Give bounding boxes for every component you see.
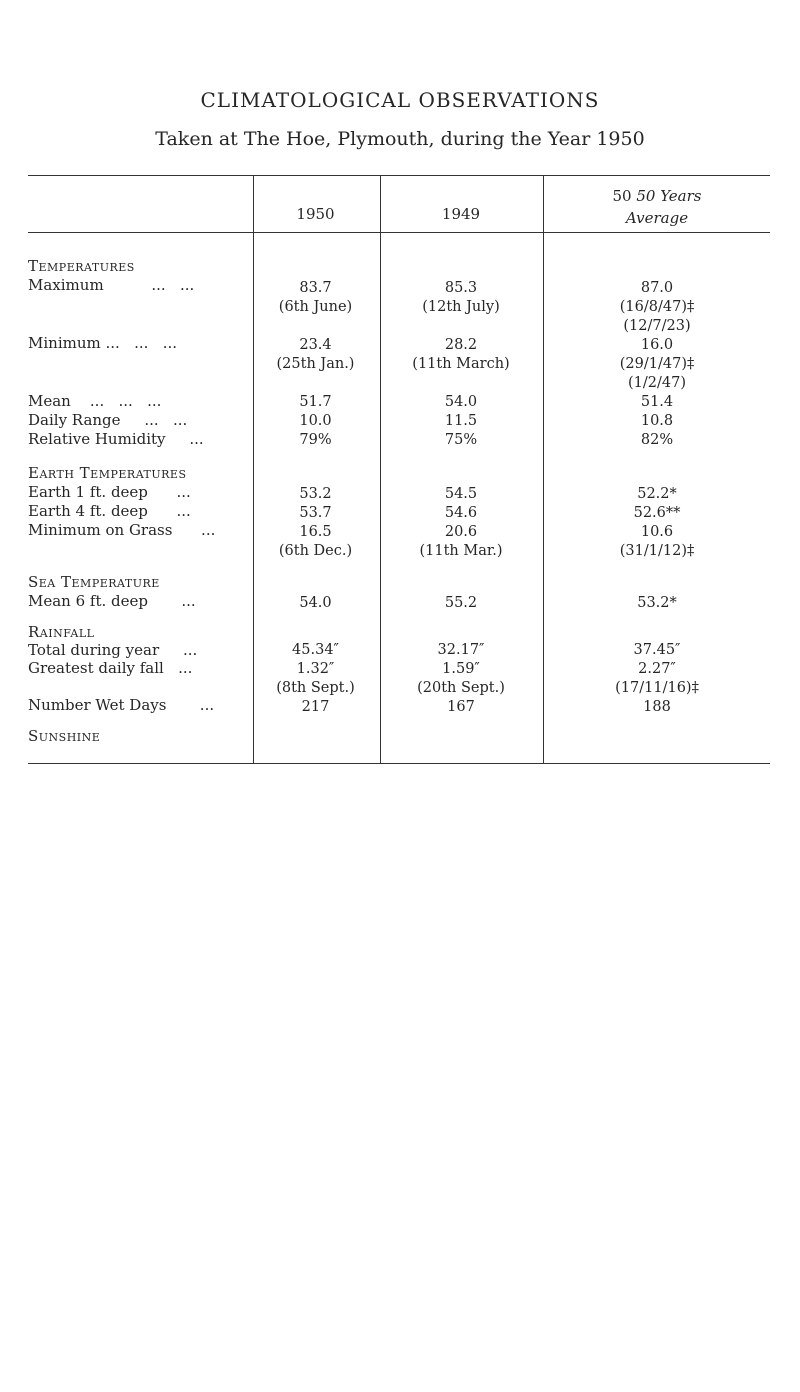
rain-greatest-1950: 1.32″ (8th Sept.) <box>276 661 355 696</box>
table-top-rule <box>28 175 770 176</box>
row-label-sea-mean: Mean 6 ft. deep ... <box>28 592 196 610</box>
wet-days-1949: 167 <box>447 699 475 715</box>
column-header-1950: 1950 <box>296 205 335 223</box>
row-label-minimum: Minimum ... ... ... <box>28 334 178 352</box>
section-temperatures: Temperatures <box>28 257 135 275</box>
page-subtitle: Taken at The Hoe, Plymouth, during the Year 1950 <box>155 128 645 150</box>
row-label-mean: Mean ... ... ... <box>28 392 162 410</box>
column-header-average <box>544 185 770 229</box>
wet-days-average: 188 <box>643 699 671 715</box>
humidity-average: 82% <box>640 432 674 448</box>
rain-total-1950: 45.34″ <box>292 642 339 658</box>
section-sea-temperature: Sea Temperature <box>28 573 160 591</box>
row-label-daily-range: Daily Range ... ... <box>28 411 188 429</box>
rain-greatest-1949: 1.59″ (20th Sept.) <box>417 661 505 696</box>
average-word: Average <box>625 209 689 227</box>
sea-mean-average: 53.2* <box>637 595 677 611</box>
row-label-relative-humidity: Relative Humidity ... <box>28 430 204 448</box>
section-earth-temperatures: Earth Temperatures <box>28 464 187 482</box>
row-label-earth-4ft: Earth 4 ft. deep ... <box>28 502 191 520</box>
row-label-rain-total: Total during year ... <box>28 641 198 659</box>
rain-total-1949: 32.17″ <box>437 642 485 658</box>
earth-1ft-1950: 53.2 <box>299 486 332 502</box>
earth-1ft-average: 52.2* <box>637 486 677 502</box>
table-header-rule <box>28 232 770 233</box>
mean-1949: 54.0 <box>444 394 478 410</box>
maximum-average: 87.0 (16/8/47)‡ (12/7/23) <box>619 280 695 334</box>
grass-1949: 20.6 (11th Mar.) <box>419 524 503 559</box>
table-bottom-rule <box>28 763 770 764</box>
minimum-average: 16.0 (29/1/47)‡ (1/2/47) <box>619 337 695 391</box>
daily-range-average: 10.8 <box>640 413 674 429</box>
mean-1950: 51.7 <box>299 394 332 410</box>
maximum-1950: 83.7 (6th June) <box>278 280 353 315</box>
row-label-rain-greatest: Greatest daily fall ... <box>28 659 193 677</box>
row-label-maximum: Maximum ... ... <box>28 276 195 294</box>
wet-days-1950: 217 <box>301 699 330 715</box>
earth-4ft-1949: 54.6 <box>444 505 478 521</box>
page-title: CLIMATOLOGICAL OBSERVATIONS <box>200 88 600 112</box>
rain-greatest-average: 2.27″ (17/11/16)‡ <box>615 661 699 696</box>
rain-total-average: 37.45″ <box>633 642 681 658</box>
earth-1ft-1949: 54.5 <box>444 486 478 502</box>
earth-4ft-average: 52.6** <box>633 505 681 521</box>
daily-range-1950: 10.0 <box>299 413 332 429</box>
section-rainfall: Rainfall <box>28 623 95 641</box>
column-header-average-line1: 50 50 Years <box>612 187 702 205</box>
section-sunshine: Sunshine <box>28 727 101 745</box>
earth-4ft-1950: 53.7 <box>299 505 332 521</box>
sea-mean-1949: 55.2 <box>444 595 478 611</box>
maximum-1949: 85.3 (12th July) <box>422 280 500 315</box>
row-label-minimum-grass: Minimum on Grass ... <box>28 521 216 539</box>
humidity-1949: 75% <box>444 432 478 448</box>
grass-1950: 16.5 (6th Dec.) <box>278 524 353 559</box>
column-header-1949: 1949 <box>441 205 481 223</box>
mean-average: 51.4 <box>640 394 674 410</box>
column-header-average-line2 <box>544 207 770 229</box>
grass-average: 10.6 (31/1/12)‡ <box>619 524 695 559</box>
minimum-1950: 23.4 (25th Jan.) <box>276 337 355 372</box>
row-label-wet-days: Number Wet Days ... <box>28 696 215 714</box>
minimum-1949: 28.2 (11th March) <box>412 337 510 372</box>
years-word: 50 Years <box>636 187 702 205</box>
sea-mean-1950: 54.0 <box>299 595 332 611</box>
row-label-earth-1ft: Earth 1 ft. deep ... <box>28 483 191 501</box>
humidity-1950: 79% <box>299 432 332 448</box>
daily-range-1949: 11.5 <box>444 413 478 429</box>
